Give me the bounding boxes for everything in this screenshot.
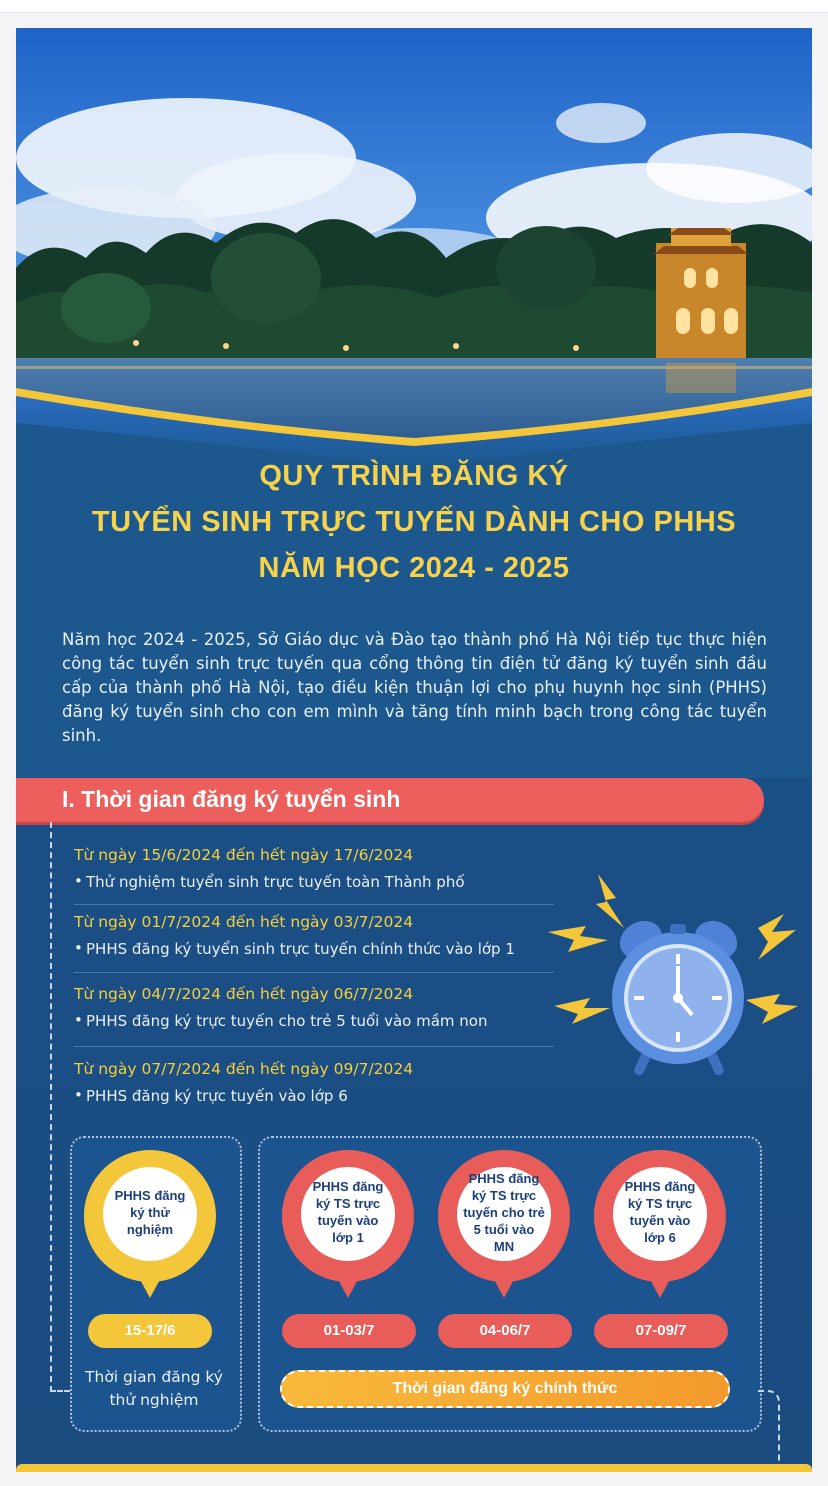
schedule-item xyxy=(74,1060,554,1105)
title-line-2: TUYỂN SINH TRỰC TUYẾN DÀNH CHO PHHS xyxy=(91,506,737,538)
trial-caption: Thời gian đăng ký thử nghiệm xyxy=(85,1368,223,1409)
trial-pin-label: PHHS đăng ký thử nghiệm xyxy=(114,1187,186,1237)
official-pin xyxy=(436,1148,572,1318)
dashed-connector xyxy=(758,1390,780,1472)
lightning-bolt-icon xyxy=(554,998,610,1024)
section-1-heading: I. Thời gian đăng ký tuyển sinh xyxy=(62,786,401,812)
schedule-desc: • PHHS đăng ký trực tuyến vào lớp 6 xyxy=(74,1087,554,1105)
trial-date-pill: 15-17/6 xyxy=(88,1314,212,1348)
divider xyxy=(74,904,554,905)
schedule-date: Từ ngày 04/7/2024 đến hết ngày 06/7/2024 xyxy=(74,985,414,1003)
lightning-bolt-icon xyxy=(758,914,796,960)
schedule-item xyxy=(74,846,554,891)
schedule-desc: • PHHS đăng ký trực tuyến cho trẻ 5 tuổi vào mầm non xyxy=(74,1012,554,1030)
official-pin-label: PHHS đăng ký TS trực tuyến cho trẻ 5 tuổi vào MN xyxy=(463,1170,545,1254)
official-pin-label: PHHS đăng ký TS trực tuyến vào lớp 1 xyxy=(312,1179,384,1245)
lightning-bolt-icon xyxy=(596,874,624,928)
official-date-pill: 04-06/7 xyxy=(438,1314,572,1348)
official-date-pill: 07-09/7 xyxy=(594,1314,728,1348)
lightning-bolt-icon xyxy=(746,994,798,1024)
schedule-date: Từ ngày 07/7/2024 đến hết ngày 09/7/2024 xyxy=(74,1060,414,1078)
official-pin xyxy=(592,1148,728,1318)
schedule-item xyxy=(74,985,554,1030)
title-line-1: QUY TRÌNH ĐĂNG KÝ xyxy=(259,460,569,492)
hero-image xyxy=(16,28,812,468)
dashed-connector xyxy=(50,1390,70,1392)
schedule-desc: • Thử nghiệm tuyển sinh trực tuyến toàn Thành phố xyxy=(74,873,554,891)
divider xyxy=(74,972,554,973)
dashed-connector xyxy=(50,822,52,1392)
schedule-date: Từ ngày 15/6/2024 đến hết ngày 17/6/2024 xyxy=(74,846,414,864)
bottom-strip xyxy=(16,1464,812,1472)
title-line-3: NĂM HỌC 2024 - 2025 xyxy=(258,552,570,584)
lightning-bolt-icon xyxy=(548,926,608,952)
official-pin xyxy=(280,1148,416,1318)
intro-paragraph: Năm học 2024 - 2025, Sở Giáo dục và Đào tạo thành phố Hà Nội tiếp tục thực hiện công tác tuyển sinh trực tuyến qua cổng thông tin điện tử đăng ký tuyển sinh đầu cấp của thành phố Hà Nội, tạo điều kiện thuận lợi cho phụ huynh học sinh (PHHS) đăng ký tuyển sinh cho con em mình và tăng tính minh bạch trong công tác tuyển sinh. xyxy=(62,630,767,745)
top-bar xyxy=(0,0,828,13)
official-pin-label: PHHS đăng ký TS trực tuyến vào lớp 6 xyxy=(624,1179,696,1245)
official-date-pill: 01-03/7 xyxy=(282,1314,416,1348)
schedule-date: Từ ngày 01/7/2024 đến hết ngày 03/7/2024 xyxy=(74,913,414,931)
schedule-desc: • PHHS đăng ký tuyển sinh trực tuyến chính thức vào lớp 1 xyxy=(74,940,554,958)
official-caption: Thời gian đăng ký chính thức xyxy=(280,1370,730,1408)
infographic xyxy=(16,28,812,1472)
section-1-header xyxy=(16,778,764,822)
alarm-clock-icon xyxy=(546,868,806,1098)
schedule-item xyxy=(74,913,554,958)
trial-pin xyxy=(82,1148,218,1318)
divider xyxy=(74,1046,554,1047)
